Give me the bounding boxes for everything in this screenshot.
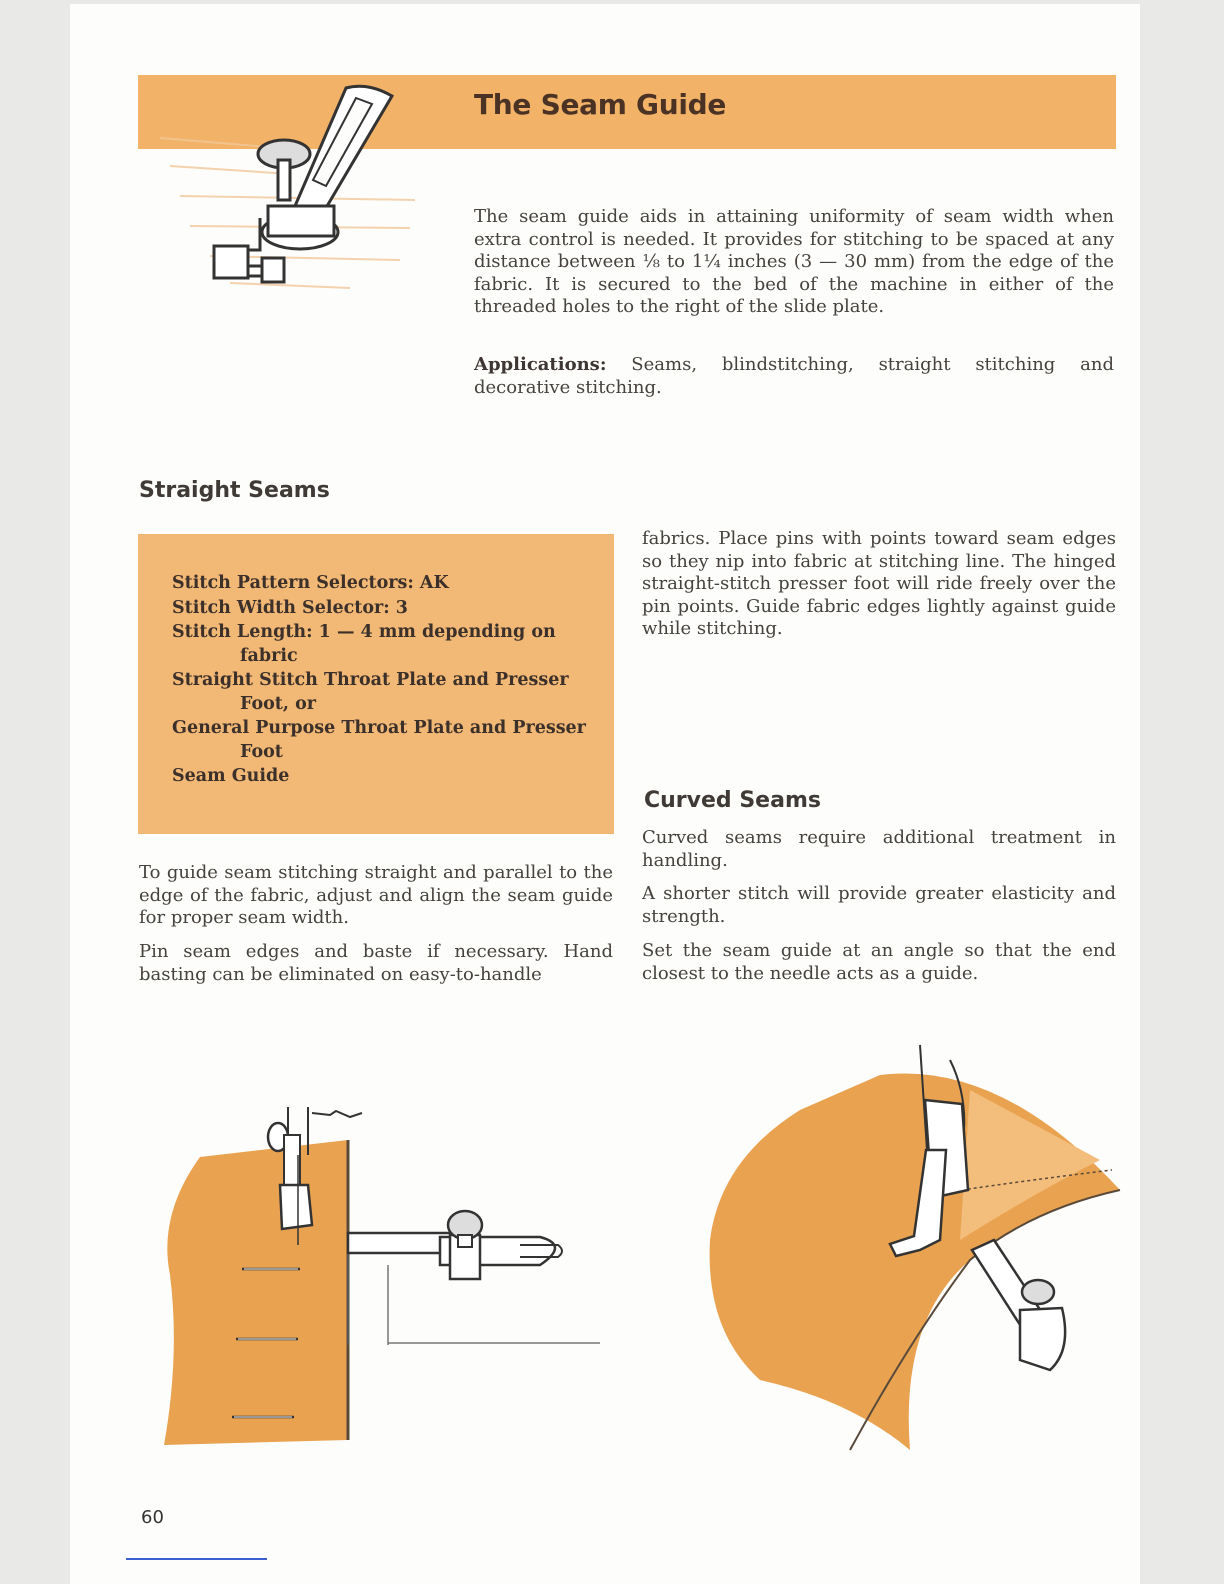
curved-seams-paragraph-2: A shorter stitch will provide greater elasticity and strength. [642,883,1116,927]
page-number: 60 [141,1507,164,1528]
setting-item: Stitch Pattern Selectors: AK [172,573,449,593]
straight-seams-paragraph-2: Pin seam edges and baste if necessary. Hand basting can be eliminated on easy-to-handle [139,941,613,985]
applications-paragraph [474,354,1114,399]
settings-list [172,572,592,790]
applications-label: Applications: [474,354,607,375]
curved-seam-illustration [700,1040,1130,1460]
applications-text: Seams, blindstitching, straight stitching and decorative stitching. [474,354,1114,398]
setting-item: General Purpose Throat Plate and Presser Foot [172,718,586,762]
straight-seam-illustration [140,1095,610,1475]
intro-paragraph: The seam guide aids in attaining uniformity of seam width when extra control is needed. It provides for stitching to be spaced at any distance between ⅛ to 1¼ inches (3 — 30 mm) from the edge of the fabric. It is secured to the bed of the machine in either of the threaded holes to the right of the slide plate. [474,206,1114,317]
setting-item: Straight Stitch Throat Plate and Presser Foot, or [172,670,569,714]
underline-mark [126,1558,267,1560]
curved-seams-heading: Curved Seams [644,788,821,813]
setting-item: Stitch Width Selector: 3 [172,597,408,618]
straight-seams-paragraph-3: fabrics. Place pins with points toward seam edges so they nip into fabric at stitching line. The hinged straight-stitch presser foot will ride freely over the pin points. Guide fabric edges lightly against guide while stitching. [642,528,1116,639]
curved-seams-paragraph-3: Set the seam guide at an angle so that the end closest to the needle acts as a guide. [642,940,1116,984]
seam-guide-illustration [150,78,450,308]
straight-seams-heading: Straight Seams [139,478,330,503]
setting-item: Seam Guide [172,766,290,786]
setting-item: Stitch Length: 1 — 4 mm depending on fabric [172,622,556,666]
curved-seams-paragraph-1: Curved seams require additional treatment in handling. [642,827,1116,871]
straight-seams-paragraph-1: To guide seam stitching straight and parallel to the edge of the fabric, adjust and align the seam guide for proper seam width. [139,862,613,928]
page-title: The Seam Guide [474,88,727,121]
